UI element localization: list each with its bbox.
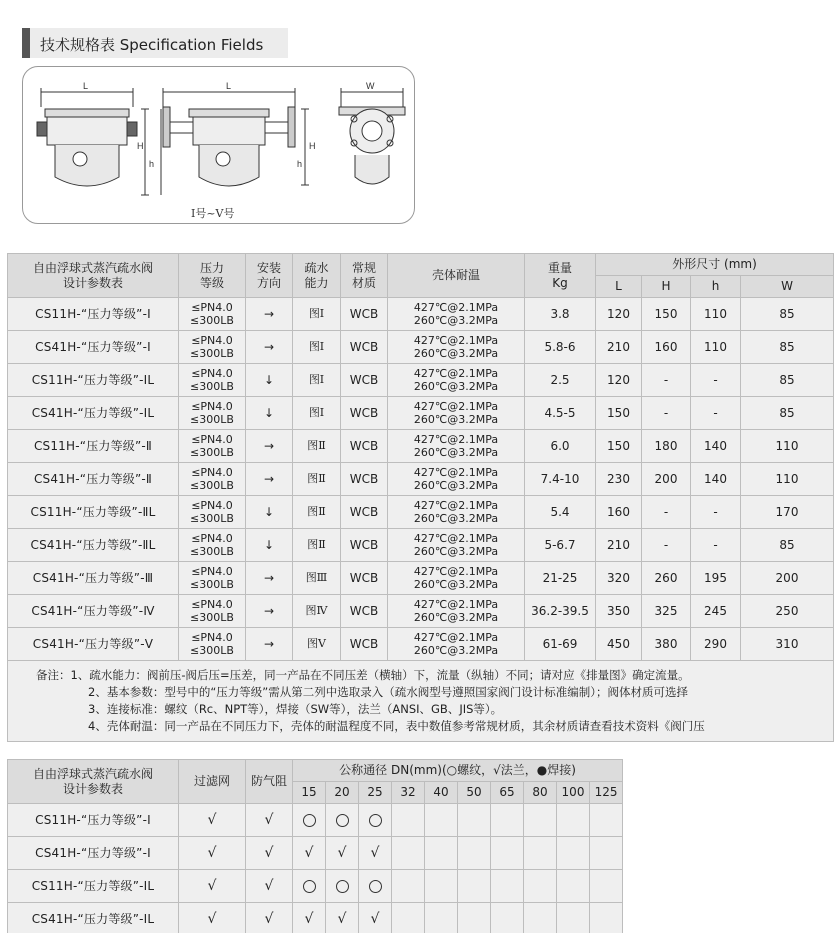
thread-circle-icon (336, 814, 349, 827)
weight-cell: 4.5-5 (525, 397, 596, 430)
model-cell: CS41H-“压力等级”-Ⅴ (8, 628, 179, 661)
dim-L-cell: 160 (596, 496, 642, 529)
header-material: 常规 材质 (341, 254, 388, 298)
pressure-cell (179, 397, 246, 430)
header-H: H (642, 276, 691, 298)
empty-size-cell (524, 870, 557, 903)
temp-line-2: 260℃@3.2MPa (413, 479, 499, 492)
dim-h-cell: 140 (691, 430, 741, 463)
conn-row (8, 903, 623, 933)
capacity-cell: 图Ⅲ (293, 562, 341, 595)
model-cell: CS11H-“压力等级”-Ⅱ (8, 430, 179, 463)
temp-line-2: 260℃@3.2MPa (413, 611, 499, 624)
pressure-cell (179, 496, 246, 529)
dim-L-cell: 120 (596, 364, 642, 397)
temp-line-2: 260℃@3.2MPa (413, 380, 499, 393)
pressure-line-2: ≤300LB (190, 314, 234, 327)
empty-size-cell (491, 903, 524, 933)
temp-line-1: 427℃@2.1MPa (413, 301, 499, 314)
capacity-cell: 图Ⅱ (293, 430, 341, 463)
dim-L-cell: 350 (596, 595, 642, 628)
dim-h-cell: 110 (691, 298, 741, 331)
direction-cell: ↓ (246, 496, 293, 529)
dim-label-h2: h (297, 159, 303, 169)
filter-cell: √ (179, 804, 246, 837)
empty-size-cell (524, 804, 557, 837)
filter-cell: √ (179, 837, 246, 870)
temp-cell (388, 298, 525, 331)
pressure-line-1: ≤PN4.0 (191, 367, 233, 380)
spec-row (8, 529, 834, 562)
temp-line-1: 427℃@2.1MPa (413, 532, 499, 545)
temp-line-1: 427℃@2.1MPa (413, 433, 499, 446)
model-cell: CS41H-“压力等级”-Ⅳ (8, 595, 179, 628)
model-cell: CS41H-“压力等级”-ⅡL (8, 529, 179, 562)
empty-size-cell (458, 837, 491, 870)
dim-L-cell: 450 (596, 628, 642, 661)
empty-size-cell (590, 837, 623, 870)
spec-row (8, 397, 834, 430)
dim-W-cell: 85 (741, 364, 834, 397)
thread-mark-cell (359, 804, 392, 837)
model-cell: CS41H-“压力等级”-Ⅲ (8, 562, 179, 595)
dn-size-header: 32 (392, 782, 425, 804)
empty-size-cell (425, 870, 458, 903)
spec-row (8, 298, 834, 331)
direction-cell: → (246, 430, 293, 463)
dim-label-L1: L (83, 81, 89, 91)
conn-row (8, 837, 623, 870)
empty-size-cell (491, 870, 524, 903)
note-1: 备注：1、疏水能力：阀前压-阀后压=压差，同一产品在不同压差（横轴）下，流量（纵轴）不同；请对应《排量图》确定流量。 (36, 668, 690, 682)
dim-H-cell: 200 (642, 463, 691, 496)
dim-W-cell: 110 (741, 430, 834, 463)
empty-size-cell (557, 903, 590, 933)
conn-header-dn: 公称通径 DN(mm)(○螺纹，√法兰，●焊接) (293, 760, 623, 782)
dim-label-h1: h (149, 159, 155, 169)
dim-H-cell: 325 (642, 595, 691, 628)
dim-W-cell: 85 (741, 529, 834, 562)
thread-mark-cell (293, 804, 326, 837)
dim-W-cell: 170 (741, 496, 834, 529)
spec-table (7, 253, 834, 742)
spec-row (8, 628, 834, 661)
spec-row (8, 364, 834, 397)
weight-cell: 2.5 (525, 364, 596, 397)
model-cell: CS11H-“压力等级”-ⅠL (8, 364, 179, 397)
pressure-cell (179, 595, 246, 628)
pressure-line-2: ≤300LB (190, 644, 234, 657)
connection-table (7, 759, 623, 933)
empty-size-cell (425, 837, 458, 870)
dim-H-cell: - (642, 496, 691, 529)
temp-line-2: 260℃@3.2MPa (413, 545, 499, 558)
weight-cell: 6.0 (525, 430, 596, 463)
empty-size-cell (458, 870, 491, 903)
empty-size-cell (590, 870, 623, 903)
conn-model-cell: CS11H-“压力等级”-Ⅰ (8, 804, 179, 837)
dn-size-header: 65 (491, 782, 524, 804)
header-W: W (741, 276, 834, 298)
diagram-caption: Ⅰ号~Ⅴ号 (191, 207, 235, 220)
dn-size-header: 125 (590, 782, 623, 804)
pressure-cell (179, 463, 246, 496)
dim-label-L2: L (226, 81, 232, 91)
flange-mark-cell: √ (293, 837, 326, 870)
temp-line-1: 427℃@2.1MPa (413, 367, 499, 380)
temp-cell (388, 595, 525, 628)
pressure-cell (179, 331, 246, 364)
pressure-line-1: ≤PN4.0 (191, 598, 233, 611)
temp-line-1: 427℃@2.1MPa (413, 466, 499, 479)
capacity-cell: 图Ⅱ (293, 463, 341, 496)
dim-W-cell: 85 (741, 331, 834, 364)
conn-table-body (8, 804, 623, 933)
header-weight: 重量 Kg (525, 254, 596, 298)
pressure-line-2: ≤300LB (190, 413, 234, 426)
capacity-cell: 图Ⅰ (293, 364, 341, 397)
dim-label-H2: H (309, 141, 316, 151)
capacity-cell: 图Ⅰ (293, 397, 341, 430)
material-cell: WCB (341, 562, 388, 595)
direction-cell: ↓ (246, 397, 293, 430)
note-2: 2、基本参数：型号中的“压力等级”需从第二列中选取录入（疏水阀型号遵照国家阀门设计标准编制）；阀体材质可选择 (88, 685, 688, 699)
weight-cell: 3.8 (525, 298, 596, 331)
material-cell: WCB (341, 397, 388, 430)
weight-cell: 61-69 (525, 628, 596, 661)
spec-row (8, 562, 834, 595)
temp-line-1: 427℃@2.1MPa (413, 631, 499, 644)
header-pressure: 压力 等级 (179, 254, 246, 298)
material-cell: WCB (341, 529, 388, 562)
anti-lock-cell: √ (246, 870, 293, 903)
filter-cell: √ (179, 870, 246, 903)
dim-W-cell: 85 (741, 298, 834, 331)
model-cell: CS41H-“压力等级”-ⅠL (8, 397, 179, 430)
dim-label-W: W (366, 81, 375, 91)
empty-size-cell (392, 903, 425, 933)
capacity-cell: 图Ⅱ (293, 496, 341, 529)
temp-line-1: 427℃@2.1MPa (413, 499, 499, 512)
dim-W-cell: 200 (741, 562, 834, 595)
header-temp: 壳体耐温 (388, 254, 525, 298)
section-title-bar (22, 28, 288, 58)
material-cell: WCB (341, 331, 388, 364)
thread-circle-icon (369, 880, 382, 893)
temp-line-2: 260℃@3.2MPa (413, 413, 499, 426)
temp-line-1: 427℃@2.1MPa (413, 565, 499, 578)
conn-model-cell: CS41H-“压力等级”-Ⅰ (8, 837, 179, 870)
temp-cell (388, 397, 525, 430)
valve-drawings (23, 67, 416, 225)
dim-H-cell: 380 (642, 628, 691, 661)
dn-size-header: 100 (557, 782, 590, 804)
empty-size-cell (491, 837, 524, 870)
notes (8, 661, 834, 742)
pressure-cell (179, 430, 246, 463)
dim-H-cell: 180 (642, 430, 691, 463)
pressure-line-1: ≤PN4.0 (191, 499, 233, 512)
thread-circle-icon (369, 814, 382, 827)
temp-line-1: 427℃@2.1MPa (413, 598, 499, 611)
conn-model-cell: CS41H-“压力等级”-ⅠL (8, 903, 179, 933)
temp-cell (388, 430, 525, 463)
pressure-line-1: ≤PN4.0 (191, 433, 233, 446)
dim-h-cell: - (691, 529, 741, 562)
material-cell: WCB (341, 298, 388, 331)
dim-L-cell: 210 (596, 529, 642, 562)
empty-size-cell (458, 903, 491, 933)
dn-size-header: 20 (326, 782, 359, 804)
pressure-line-2: ≤300LB (190, 611, 234, 624)
anti-lock-cell: √ (246, 837, 293, 870)
pressure-line-2: ≤300LB (190, 578, 234, 591)
empty-size-cell (392, 804, 425, 837)
spec-row (8, 430, 834, 463)
temp-cell (388, 364, 525, 397)
temp-line-2: 260℃@3.2MPa (413, 446, 499, 459)
pressure-line-1: ≤PN4.0 (191, 631, 233, 644)
direction-cell: ↓ (246, 364, 293, 397)
material-cell: WCB (341, 595, 388, 628)
direction-cell: → (246, 463, 293, 496)
empty-size-cell (392, 837, 425, 870)
weight-cell: 21-25 (525, 562, 596, 595)
conn-header-model: 自由浮球式蒸汽疏水阀 设计参数表 (8, 760, 179, 804)
dim-L-cell: 120 (596, 298, 642, 331)
dim-h-cell: 110 (691, 331, 741, 364)
direction-cell: → (246, 298, 293, 331)
pressure-line-1: ≤PN4.0 (191, 400, 233, 413)
direction-cell: → (246, 331, 293, 364)
flange-mark-cell: √ (359, 837, 392, 870)
weight-cell: 5-6.7 (525, 529, 596, 562)
note-4: 4、壳体耐温：同一产品在不同压力下，壳体的耐温程度不同，表中数值参考常规材质，其余材质请查看技术资料《阀门压 (88, 719, 705, 733)
pressure-cell (179, 529, 246, 562)
thread-circle-icon (303, 880, 316, 893)
dim-L-cell: 210 (596, 331, 642, 364)
conn-header-anti-lock: 防气阻 (246, 760, 293, 804)
temp-line-2: 260℃@3.2MPa (413, 578, 499, 591)
pressure-line-2: ≤300LB (190, 446, 234, 459)
empty-size-cell (425, 804, 458, 837)
pressure-line-2: ≤300LB (190, 347, 234, 360)
dim-h-cell: - (691, 496, 741, 529)
model-cell: CS41H-“压力等级”-Ⅱ (8, 463, 179, 496)
dim-h-cell: 140 (691, 463, 741, 496)
material-cell: WCB (341, 628, 388, 661)
temp-cell (388, 562, 525, 595)
empty-size-cell (392, 870, 425, 903)
material-cell: WCB (341, 364, 388, 397)
thread-mark-cell (359, 870, 392, 903)
capacity-cell: 图Ⅰ (293, 331, 341, 364)
anti-lock-cell: √ (246, 903, 293, 933)
dim-H-cell: - (642, 397, 691, 430)
pressure-line-2: ≤300LB (190, 479, 234, 492)
dim-h-cell: - (691, 364, 741, 397)
dim-W-cell: 250 (741, 595, 834, 628)
material-cell: WCB (341, 430, 388, 463)
empty-size-cell (524, 837, 557, 870)
empty-size-cell (557, 804, 590, 837)
temp-line-2: 260℃@3.2MPa (413, 512, 499, 525)
pressure-cell (179, 628, 246, 661)
capacity-cell: 图Ⅰ (293, 298, 341, 331)
anti-lock-cell: √ (246, 804, 293, 837)
capacity-cell: 图Ⅳ (293, 595, 341, 628)
direction-cell: → (246, 562, 293, 595)
thread-circle-icon (303, 814, 316, 827)
weight-cell: 5.4 (525, 496, 596, 529)
flange-mark-cell: √ (326, 903, 359, 933)
empty-size-cell (458, 804, 491, 837)
thread-mark-cell (326, 804, 359, 837)
temp-cell (388, 496, 525, 529)
temp-cell (388, 331, 525, 364)
valve-diagram (22, 66, 415, 224)
temp-line-1: 427℃@2.1MPa (413, 400, 499, 413)
spec-row (8, 331, 834, 364)
dim-H-cell: - (642, 529, 691, 562)
flange-mark-cell: √ (326, 837, 359, 870)
thread-mark-cell (293, 870, 326, 903)
conn-row (8, 870, 623, 903)
temp-line-1: 427℃@2.1MPa (413, 334, 499, 347)
thread-circle-icon (336, 880, 349, 893)
pressure-line-2: ≤300LB (190, 380, 234, 393)
temp-line-2: 260℃@3.2MPa (413, 644, 499, 657)
empty-size-cell (524, 903, 557, 933)
direction-cell: → (246, 595, 293, 628)
direction-cell: ↓ (246, 529, 293, 562)
pressure-line-1: ≤PN4.0 (191, 466, 233, 479)
weight-cell: 36.2-39.5 (525, 595, 596, 628)
header-dims: 外形尺寸 (mm) (596, 254, 834, 276)
empty-size-cell (425, 903, 458, 933)
dim-W-cell: 310 (741, 628, 834, 661)
dim-H-cell: 150 (642, 298, 691, 331)
dim-label-H1: H (137, 141, 144, 151)
empty-size-cell (590, 804, 623, 837)
header-model: 自由浮球式蒸汽疏水阀 设计参数表 (8, 254, 179, 298)
dim-L-cell: 150 (596, 430, 642, 463)
material-cell: WCB (341, 463, 388, 496)
spec-row (8, 496, 834, 529)
temp-line-2: 260℃@3.2MPa (413, 347, 499, 360)
flange-mark-cell: √ (359, 903, 392, 933)
note-3: 3、连接标准：螺纹（Rc、NPT等），焊接（SW等），法兰（ANSI、GB、JIS等）。 (88, 702, 503, 716)
capacity-cell: 图Ⅱ (293, 529, 341, 562)
thread-mark-cell (326, 870, 359, 903)
direction-cell: → (246, 628, 293, 661)
spec-table-body (8, 298, 834, 661)
pressure-line-2: ≤300LB (190, 545, 234, 558)
material-cell: WCB (341, 496, 388, 529)
pressure-line-2: ≤300LB (190, 512, 234, 525)
capacity-cell: 图Ⅴ (293, 628, 341, 661)
pressure-line-1: ≤PN4.0 (191, 301, 233, 314)
header-h: h (691, 276, 741, 298)
dim-H-cell: - (642, 364, 691, 397)
dn-size-header: 40 (425, 782, 458, 804)
temp-cell (388, 529, 525, 562)
flange-mark-cell: √ (293, 903, 326, 933)
filter-cell: √ (179, 903, 246, 933)
empty-size-cell (557, 870, 590, 903)
pressure-line-1: ≤PN4.0 (191, 334, 233, 347)
model-cell: CS11H-“压力等级”-ⅡL (8, 496, 179, 529)
dn-size-header: 15 (293, 782, 326, 804)
spec-row (8, 595, 834, 628)
dim-L-cell: 230 (596, 463, 642, 496)
spec-row (8, 463, 834, 496)
pressure-cell (179, 562, 246, 595)
dn-size-header: 50 (458, 782, 491, 804)
dim-W-cell: 85 (741, 397, 834, 430)
dim-W-cell: 110 (741, 463, 834, 496)
dim-H-cell: 160 (642, 331, 691, 364)
empty-size-cell (491, 804, 524, 837)
pressure-cell (179, 364, 246, 397)
temp-cell (388, 463, 525, 496)
weight-cell: 5.8-6 (525, 331, 596, 364)
dn-size-header: 80 (524, 782, 557, 804)
pressure-cell (179, 298, 246, 331)
header-direction: 安装 方向 (246, 254, 293, 298)
pressure-line-1: ≤PN4.0 (191, 532, 233, 545)
weight-cell: 7.4-10 (525, 463, 596, 496)
title-accent (22, 28, 30, 58)
pressure-line-1: ≤PN4.0 (191, 565, 233, 578)
empty-size-cell (590, 903, 623, 933)
dim-h-cell: - (691, 397, 741, 430)
conn-header-filter: 过滤网 (179, 760, 246, 804)
temp-cell (388, 628, 525, 661)
dim-H-cell: 260 (642, 562, 691, 595)
section-title: 技术规格表 Specification Fields (40, 36, 264, 54)
model-cell: CS11H-“压力等级”-Ⅰ (8, 298, 179, 331)
dim-L-cell: 320 (596, 562, 642, 595)
dim-h-cell: 290 (691, 628, 741, 661)
header-L: L (596, 276, 642, 298)
dim-L-cell: 150 (596, 397, 642, 430)
dim-h-cell: 195 (691, 562, 741, 595)
dn-size-header: 25 (359, 782, 392, 804)
model-cell: CS41H-“压力等级”-Ⅰ (8, 331, 179, 364)
dim-h-cell: 245 (691, 595, 741, 628)
header-capacity: 疏水 能力 (293, 254, 341, 298)
temp-line-2: 260℃@3.2MPa (413, 314, 499, 327)
conn-row (8, 804, 623, 837)
empty-size-cell (557, 837, 590, 870)
conn-model-cell: CS11H-“压力等级”-ⅠL (8, 870, 179, 903)
